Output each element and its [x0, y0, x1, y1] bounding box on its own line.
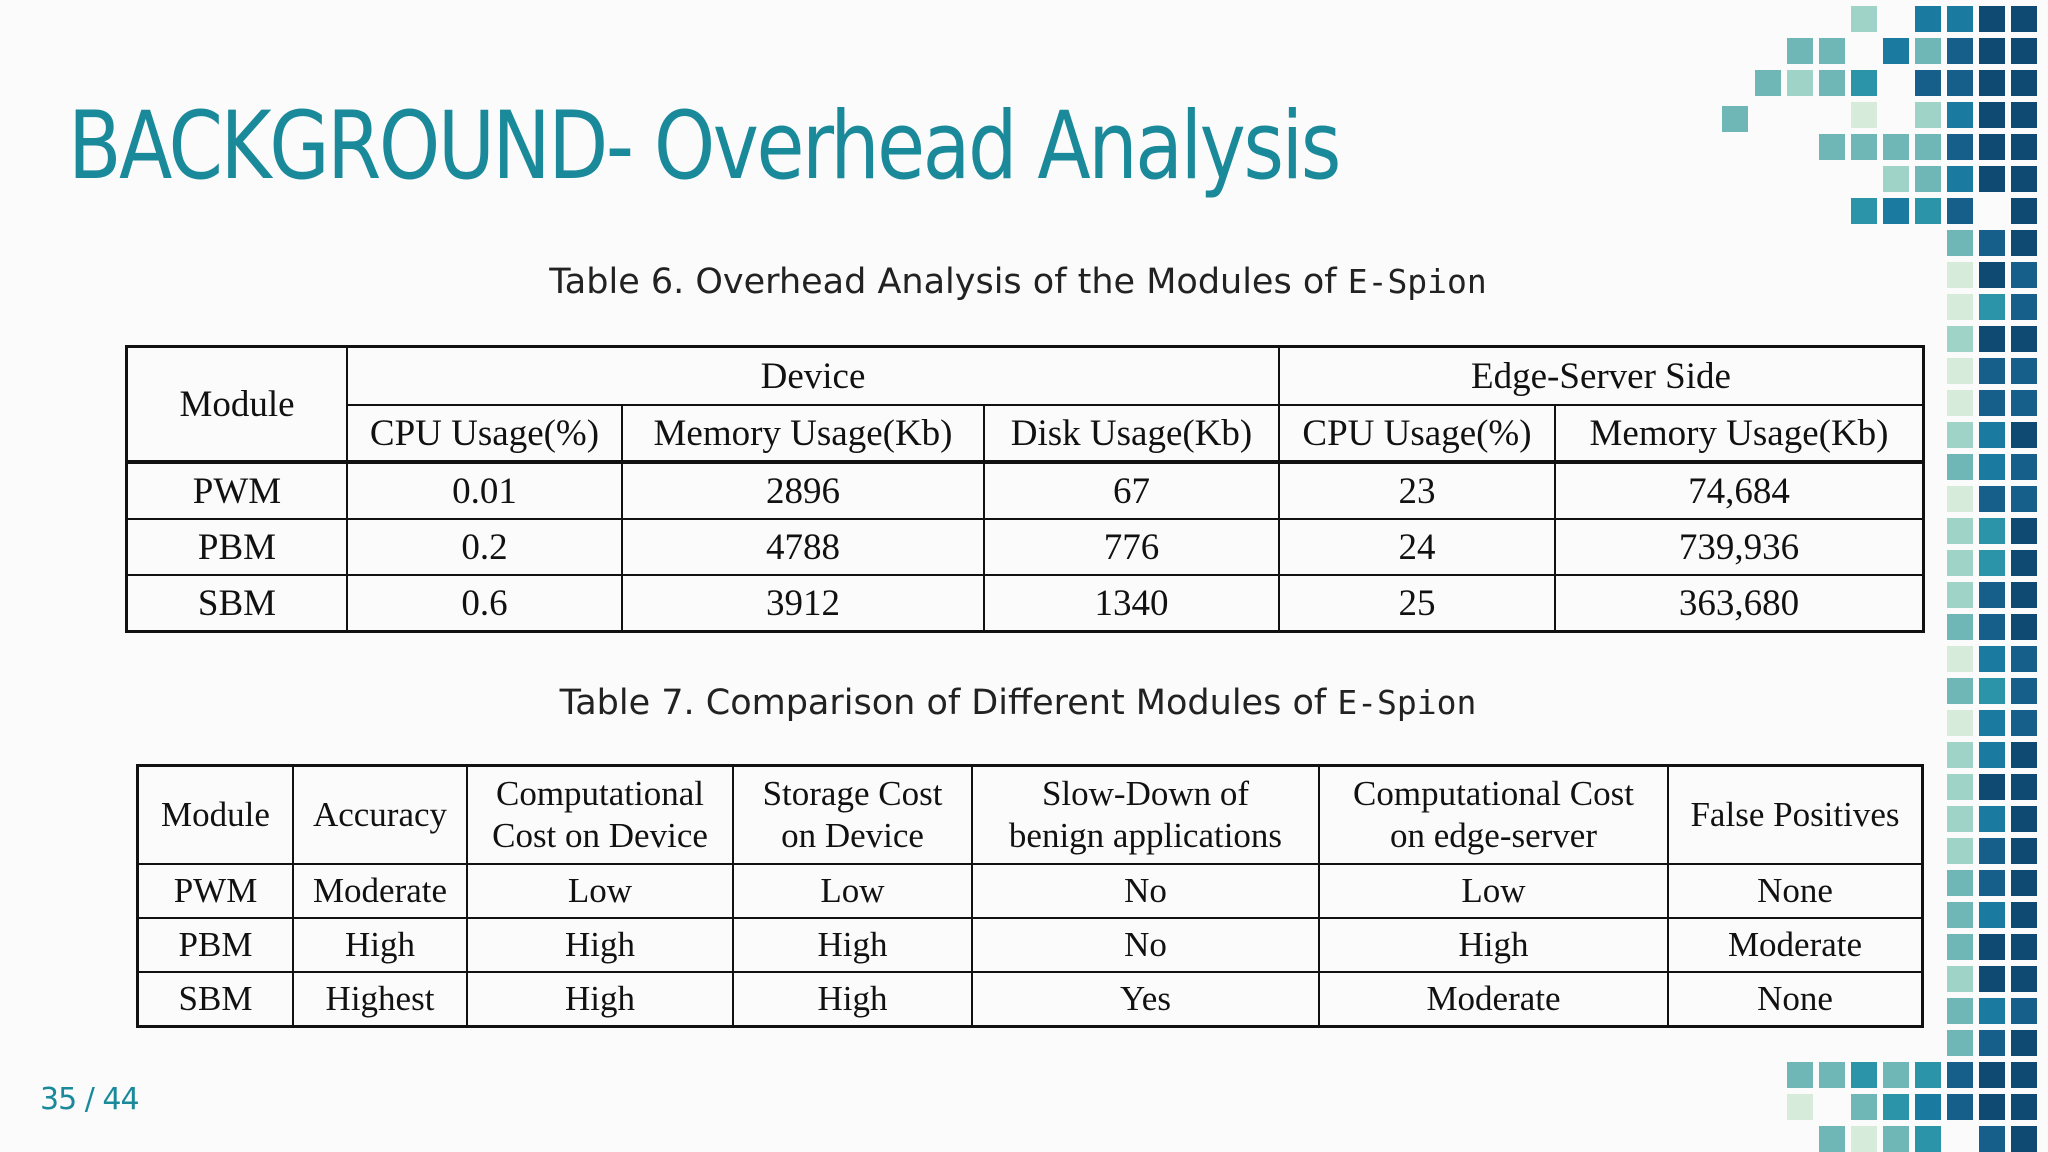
decorative-tile: [2011, 742, 2037, 768]
decorative-tile: [1979, 838, 2005, 864]
table7-caption-text: Table 7. Comparison of Different Modules of: [559, 683, 1338, 723]
decorative-tile: [1947, 934, 1973, 960]
table-cell: 67: [984, 462, 1279, 519]
decorative-tile: [1979, 550, 2005, 576]
table-cell: PBM: [138, 918, 294, 972]
decorative-tile: [2011, 966, 2037, 992]
decorative-tile: [2011, 198, 2037, 224]
decorative-tile: [2011, 646, 2037, 672]
decorative-tile: [1915, 38, 1941, 64]
decorative-tile: [1915, 198, 1941, 224]
table-cell: Low: [1319, 864, 1668, 918]
table-cell: High: [733, 918, 972, 972]
decorative-tile: [2011, 1126, 2037, 1152]
decorative-tile: [1947, 134, 1973, 160]
decorative-tile: [1947, 582, 1973, 608]
table-cell: PWM: [138, 864, 294, 918]
decorative-tile: [1947, 614, 1973, 640]
table-cell: 0.6: [347, 575, 622, 632]
table-cell: Yes: [972, 972, 1319, 1027]
slide-title: BACKGROUND- Overhead Analysis: [68, 92, 1339, 201]
table-cell: SBM: [138, 972, 294, 1027]
decorative-tile: [2011, 1094, 2037, 1120]
decorative-tile: [1979, 486, 2005, 512]
decorative-tile: [1787, 1094, 1813, 1120]
decorative-tile: [1819, 1062, 1845, 1088]
decorative-tile: [1979, 1062, 2005, 1088]
decorative-tile: [1819, 70, 1845, 96]
decorative-tile: [1851, 1094, 1877, 1120]
table6-col-header: CPU Usage(%): [347, 405, 622, 462]
decorative-tile: [1947, 166, 1973, 192]
table-cell: Low: [467, 864, 733, 918]
decorative-tile: [2011, 390, 2037, 416]
decorative-tile: [1787, 1062, 1813, 1088]
table-cell: No: [972, 864, 1319, 918]
decorative-tile: [1947, 742, 1973, 768]
decorative-tile: [1979, 134, 2005, 160]
decorative-tile: [1722, 106, 1748, 132]
decorative-tile: [1947, 198, 1973, 224]
decorative-tile: [1979, 966, 2005, 992]
decorative-tile: [1915, 166, 1941, 192]
decorative-tile: [1979, 902, 2005, 928]
decorative-tile: [1979, 998, 2005, 1024]
decorative-tile: [1979, 38, 2005, 64]
table7-header-accuracy: [293, 766, 467, 865]
table7-header-storage-cost: [733, 766, 972, 865]
decorative-tile: [1979, 774, 2005, 800]
table-cell: 363,680: [1555, 575, 1924, 632]
decorative-tile: [2011, 102, 2037, 128]
decorative-tile: [1915, 102, 1941, 128]
decorative-tile: [1979, 166, 2005, 192]
table6-col-header: Memory Usage(Kb): [1555, 405, 1924, 462]
decorative-tile: [1979, 582, 2005, 608]
decorative-tile: [1851, 1062, 1877, 1088]
decorative-tile: [1947, 102, 1973, 128]
table-cell: 4788: [622, 519, 984, 575]
table-cell: 739,936: [1555, 519, 1924, 575]
table6-caption-text: Table 6. Overhead Analysis of the Modules of: [549, 262, 1348, 302]
decorative-tile: [1851, 1126, 1877, 1152]
decorative-tile: [1947, 422, 1973, 448]
table-cell: Highest: [293, 972, 467, 1027]
table-cell: SBM: [127, 575, 348, 632]
table7-header-module: [138, 766, 294, 865]
decorative-tile: [2011, 870, 2037, 896]
decorative-tile: [2011, 1062, 2037, 1088]
decorative-tile: [1851, 102, 1877, 128]
decorative-tile: [1819, 38, 1845, 64]
decorative-tile: [1915, 6, 1941, 32]
decorative-tile: [1979, 102, 2005, 128]
decorative-tile: [1947, 998, 1973, 1024]
decorative-tile: [1979, 1094, 2005, 1120]
decorative-tile: [1915, 1126, 1941, 1152]
decorative-tile: [1979, 1030, 2005, 1056]
decorative-tile: [1883, 1062, 1909, 1088]
decorative-tile: [1947, 70, 1973, 96]
decorative-tile: [1979, 870, 2005, 896]
decorative-tile: [1979, 742, 2005, 768]
decorative-tile: [1883, 1094, 1909, 1120]
table7-header-computational-cost-edge: [1319, 766, 1668, 865]
decorative-tile: [1947, 966, 1973, 992]
decorative-tile: [1979, 230, 2005, 256]
table-cell: Moderate: [293, 864, 467, 918]
table-cell: Low: [733, 864, 972, 918]
table-cell: High: [1319, 918, 1668, 972]
header-line: Module: [161, 795, 270, 834]
table-row: [127, 519, 1924, 575]
decorative-tile: [1947, 806, 1973, 832]
table6-caption: [0, 262, 2042, 302]
table-cell: PWM: [127, 462, 348, 519]
decorative-tile: [1883, 198, 1909, 224]
decorative-tile: [1947, 454, 1973, 480]
header-line: Storage Cost: [762, 774, 943, 813]
decorative-tile: [1755, 70, 1781, 96]
decorative-tile: [1915, 134, 1941, 160]
decorative-tile: [1947, 646, 1973, 672]
decorative-tile: [1947, 518, 1973, 544]
table-cell: 776: [984, 519, 1279, 575]
table-cell: High: [467, 972, 733, 1027]
decorative-tile: [1979, 518, 2005, 544]
decorative-tile: [1851, 70, 1877, 96]
decorative-tile: [1787, 38, 1813, 64]
decorative-tile: [2011, 1030, 2037, 1056]
module-comparison-table: [136, 764, 1924, 1028]
table7-header-false-positives: [1668, 766, 1923, 865]
table6-edge-group-header: Edge-Server Side: [1279, 347, 1924, 406]
table7-header-slowdown: [972, 766, 1319, 865]
decorative-tile: [1979, 422, 2005, 448]
decorative-tile: [1979, 1126, 2005, 1152]
decorative-tile: [1979, 454, 2005, 480]
decorative-tile: [1819, 134, 1845, 160]
table-row: [138, 972, 1923, 1027]
decorative-tile: [2011, 806, 2037, 832]
decorative-tile: [1819, 1126, 1845, 1152]
decorative-tile: [1947, 326, 1973, 352]
table-cell: PBM: [127, 519, 348, 575]
table-cell: Moderate: [1668, 918, 1923, 972]
decorative-tile: [1979, 6, 2005, 32]
table-cell: 3912: [622, 575, 984, 632]
decorative-tile: [2011, 998, 2037, 1024]
decorative-tile: [2011, 902, 2037, 928]
decorative-tile: [1883, 166, 1909, 192]
decorative-tile: [1947, 838, 1973, 864]
decorative-tile: [2011, 6, 2037, 32]
table6-col-header: Memory Usage(Kb): [622, 405, 984, 462]
decorative-tile: [2011, 326, 2037, 352]
decorative-tile: [1915, 1062, 1941, 1088]
decorative-tile: [2011, 230, 2037, 256]
decorative-tile: [2011, 358, 2037, 384]
decorative-tile: [1851, 134, 1877, 160]
table-cell: 0.2: [347, 519, 622, 575]
table-cell: 1340: [984, 575, 1279, 632]
table7-header-computational-cost-device: [467, 766, 733, 865]
table-cell: 74,684: [1555, 462, 1924, 519]
decorative-tile: [1947, 230, 1973, 256]
table-cell: 23: [1279, 462, 1555, 519]
decorative-tile: [1947, 1094, 1973, 1120]
overhead-analysis-table: [125, 345, 1925, 633]
table6-col-header: Disk Usage(Kb): [984, 405, 1279, 462]
table-cell: No: [972, 918, 1319, 972]
table-cell: High: [467, 918, 733, 972]
decorative-tile: [1979, 806, 2005, 832]
decorative-tile: [1979, 358, 2005, 384]
decorative-tile: [1947, 38, 1973, 64]
decorative-tile: [1979, 934, 2005, 960]
decorative-tile: [1851, 198, 1877, 224]
table-cell: Moderate: [1319, 972, 1668, 1027]
decorative-tile: [2011, 454, 2037, 480]
decorative-tile: [1979, 614, 2005, 640]
decorative-tile: [1915, 70, 1941, 96]
decorative-tile: [2011, 518, 2037, 544]
header-line: Computational: [495, 774, 705, 813]
decorative-tile: [2011, 614, 2037, 640]
decorative-tile: [1947, 550, 1973, 576]
table-cell: 25: [1279, 575, 1555, 632]
decorative-tile: [2011, 134, 2037, 160]
decorative-tile: [2011, 774, 2037, 800]
header-line: benign applications: [1008, 816, 1283, 855]
decorative-tile: [2011, 934, 2037, 960]
decorative-tile: [1947, 774, 1973, 800]
decorative-tile: [1947, 486, 1973, 512]
page-number: 35 / 44: [40, 1082, 139, 1117]
decorative-tile: [2011, 422, 2037, 448]
header-line: on edge-server: [1390, 816, 1597, 855]
header-line: Cost on Device: [492, 816, 708, 855]
decorative-tile: [1947, 870, 1973, 896]
decorative-tile: [2011, 550, 2037, 576]
decorative-tile: [2011, 70, 2037, 96]
decorative-tile: [1979, 390, 2005, 416]
table-cell: None: [1668, 864, 1923, 918]
decorative-tile: [2011, 38, 2037, 64]
decorative-tile: [1979, 70, 2005, 96]
decorative-tile: [1915, 1094, 1941, 1120]
decorative-tile: [2011, 486, 2037, 512]
decorative-tile: [1787, 70, 1813, 96]
decorative-tile: [1947, 6, 1973, 32]
decorative-tile: [1947, 1030, 1973, 1056]
decorative-tile: [2011, 838, 2037, 864]
table6-module-header: Module: [127, 347, 348, 463]
decorative-tile: [1947, 358, 1973, 384]
table-row: [138, 864, 1923, 918]
table6-caption-code: E-Spion: [1347, 262, 1487, 301]
table6-device-group-header: Device: [347, 347, 1279, 406]
table7-caption-code: E-Spion: [1337, 683, 1477, 722]
decorative-tile: [1979, 326, 2005, 352]
decorative-tile: [1851, 6, 1877, 32]
header-line: Accuracy: [312, 795, 448, 834]
table-row: [127, 575, 1924, 632]
header-line: False Positives: [1690, 795, 1900, 834]
decorative-tile: [1947, 1062, 1973, 1088]
table-cell: 2896: [622, 462, 984, 519]
table-cell: 0.01: [347, 462, 622, 519]
table-row: [138, 918, 1923, 972]
table-cell: High: [293, 918, 467, 972]
decorative-tile: [1947, 390, 1973, 416]
header-line: Computational Cost: [1353, 774, 1634, 813]
table-cell: High: [733, 972, 972, 1027]
header-line: on Device: [781, 816, 924, 855]
decorative-tile: [1979, 646, 2005, 672]
decorative-tile: [1947, 902, 1973, 928]
decorative-tile: [2011, 166, 2037, 192]
table-row: [127, 462, 1924, 519]
table6-col-header: CPU Usage(%): [1279, 405, 1555, 462]
table-cell: 24: [1279, 519, 1555, 575]
decorative-tile: [1883, 134, 1909, 160]
header-line: Slow-Down of: [1041, 774, 1250, 813]
decorative-tile: [1883, 1126, 1909, 1152]
table-cell: None: [1668, 972, 1923, 1027]
decorative-tile: [2011, 582, 2037, 608]
decorative-tile: [1883, 38, 1909, 64]
table7-caption: [0, 683, 2042, 723]
